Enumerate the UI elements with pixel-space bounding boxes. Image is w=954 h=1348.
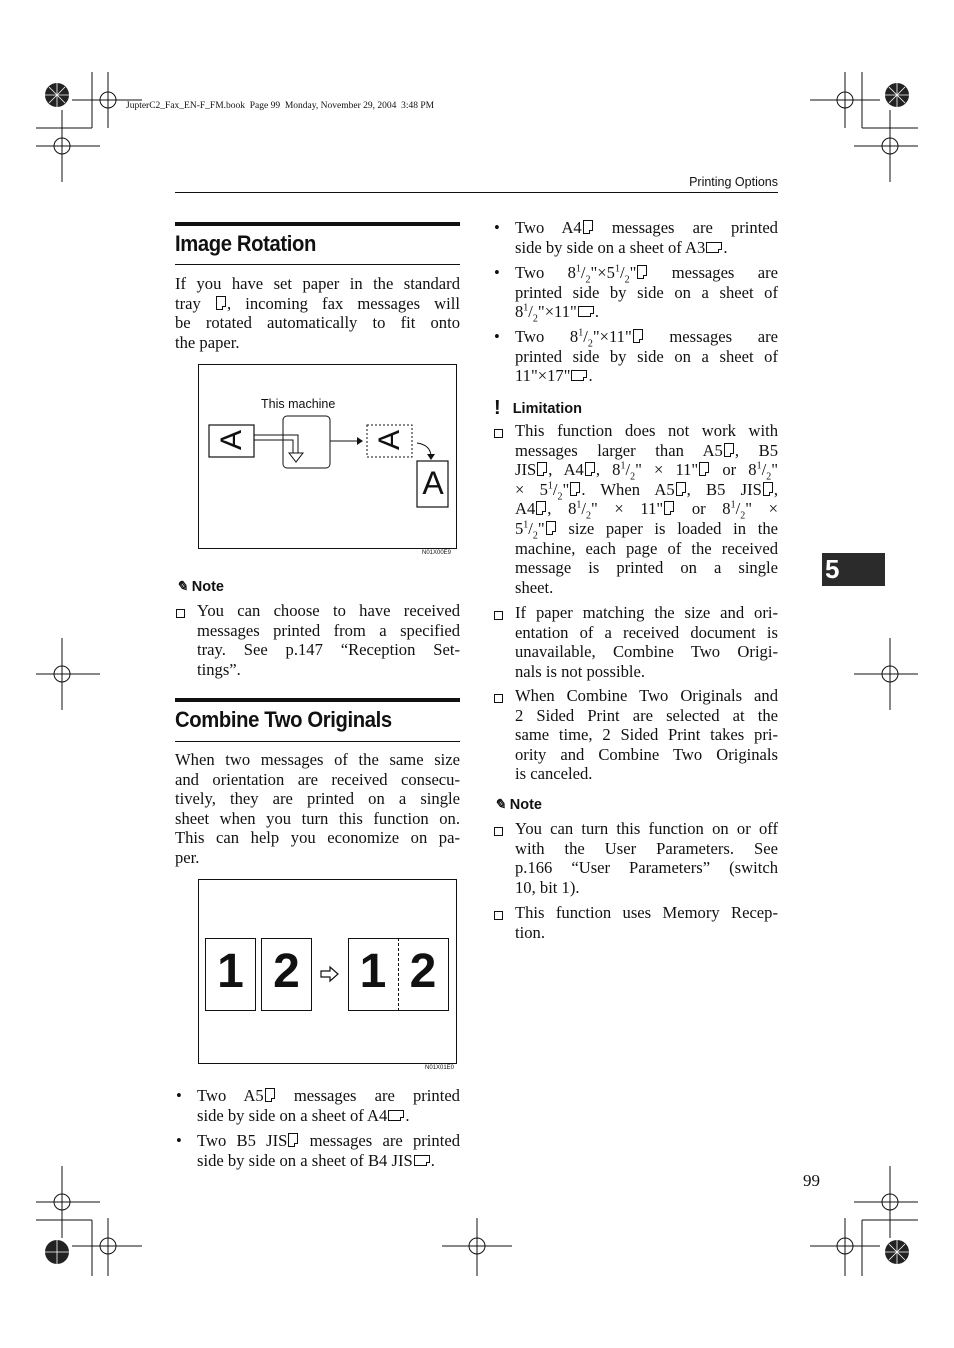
checkbox-icon xyxy=(494,694,503,703)
limitation-checkbox xyxy=(494,425,503,443)
line xyxy=(197,1106,460,1126)
line: This function uses Memory Recep- xyxy=(515,903,778,922)
portrait-paper-icon xyxy=(288,1133,298,1147)
line: This function does not work with xyxy=(515,421,778,440)
text: , B5 xyxy=(734,440,778,460)
text: 11"×17" xyxy=(515,366,571,386)
section-title-image-rotation: Image Rotation xyxy=(175,231,317,256)
chapter-tab xyxy=(822,553,885,586)
text: A4 xyxy=(515,499,536,519)
text: 5 xyxy=(515,518,524,538)
portrait-paper-icon xyxy=(676,482,686,496)
file-info-line: JupterC2_Fax_EN-F_FM.book Page 99 Monday, November 29, 2004 3:48 PM xyxy=(126,101,435,111)
portrait-paper-icon xyxy=(216,296,226,310)
line: message is printed on a single xyxy=(515,558,778,578)
fraction-numerator: 1 xyxy=(575,263,581,275)
portrait-paper-icon xyxy=(536,501,546,515)
line: nals is not possible. xyxy=(515,661,645,681)
text: side by side on a sheet of A4 xyxy=(197,1105,388,1125)
line: printed side by side on a sheet of xyxy=(515,346,778,366)
portrait-paper-icon xyxy=(699,462,709,476)
fraction-denominator: 2 xyxy=(624,274,630,286)
text: , xyxy=(773,479,778,499)
note-checkbox xyxy=(494,907,503,925)
line: per. xyxy=(175,847,200,867)
line: tively, they are printed on a single xyxy=(175,789,460,809)
line: ority and Combine Two Originals xyxy=(515,744,778,764)
bullet: • xyxy=(494,263,500,282)
checkbox-icon xyxy=(176,609,185,618)
text: . xyxy=(723,237,728,257)
text: messages are printed xyxy=(275,1086,460,1105)
fraction-denominator: 2 xyxy=(532,313,538,325)
letter-a-rotated-1: A xyxy=(215,430,248,451)
text: tray xyxy=(175,293,201,313)
line: Two $8^1/_2"\times 5^1/_2$" messages are xyxy=(515,263,778,286)
checkbox-icon xyxy=(494,827,503,836)
checkbox-icon xyxy=(494,911,503,920)
line: messages printed from a specified xyxy=(197,620,460,640)
text: , incoming fax messages will xyxy=(226,293,460,313)
fraction-numerator: 1 xyxy=(614,263,620,275)
note-text xyxy=(515,903,778,942)
line xyxy=(175,294,460,314)
text: " xyxy=(537,518,545,538)
line: 10, bit 1). xyxy=(515,877,580,897)
landscape-paper-icon xyxy=(414,1155,430,1166)
line: with the User Parameters. See xyxy=(515,838,778,858)
text: " × 11" xyxy=(635,460,699,480)
figure-code: N01X00E9 xyxy=(422,550,452,556)
landscape-paper-icon xyxy=(578,306,594,317)
fraction-numerator: 1 xyxy=(576,499,582,511)
line: is canceled. xyxy=(515,764,593,784)
line: Two $8^1/_2"\times 11$" messages are xyxy=(515,327,778,350)
digit-1: 1 xyxy=(217,945,244,998)
limitation-item xyxy=(515,603,778,681)
text: Two B5 JIS xyxy=(197,1131,288,1150)
image-rotation-paragraph xyxy=(175,274,460,352)
limitation-item xyxy=(515,421,778,597)
letter-a-rotated-2: A xyxy=(373,430,406,451)
section-rule-bottom xyxy=(175,741,460,742)
running-title: Printing Options xyxy=(689,175,778,189)
line: and orientation are received consecu- xyxy=(175,769,460,789)
landscape-paper-icon xyxy=(388,1110,404,1121)
text: or 8 xyxy=(675,499,731,519)
note-text xyxy=(197,601,460,679)
rotation-diagram xyxy=(199,365,456,548)
page-number: 99 xyxy=(803,1171,820,1190)
text: "×11" xyxy=(592,327,632,346)
text: messages larger than A5 xyxy=(515,440,723,460)
text: " xyxy=(629,263,637,282)
line xyxy=(197,1151,460,1171)
text: " xyxy=(771,460,778,480)
fraction-denominator: 2 xyxy=(740,510,746,522)
fraction-numerator: 1 xyxy=(547,480,553,492)
text: messages are xyxy=(643,327,778,346)
text: × 5 xyxy=(515,479,548,499)
section-rule-bottom xyxy=(175,264,460,265)
line: When Combine Two Originals and xyxy=(515,686,778,705)
landscape-paper-icon xyxy=(571,370,587,381)
limitation-heading xyxy=(494,396,582,419)
portrait-paper-icon xyxy=(763,482,773,496)
line: machine, each page of the received xyxy=(515,538,778,558)
line: If you have set paper in the standard xyxy=(175,274,460,293)
line xyxy=(197,1086,460,1106)
section-rule xyxy=(175,222,460,226)
line: You can turn this function on or off xyxy=(515,819,778,838)
limitation-checkbox xyxy=(494,690,503,708)
text: 8 xyxy=(515,302,524,322)
line: × $5^1/_2$" . When A5 , B5 JIS , xyxy=(515,479,778,503)
limitation-checkbox xyxy=(494,607,503,625)
line: be rotated automatically to fit onto xyxy=(175,313,460,333)
note-heading xyxy=(176,578,224,595)
text: JIS xyxy=(515,460,537,480)
figure-code: N01X01E0 xyxy=(425,1065,455,1071)
line: tings”. xyxy=(197,659,241,679)
line: When two messages of the same size xyxy=(175,750,460,769)
fraction-denominator: 2 xyxy=(587,338,593,350)
text: side by side on a sheet of A3 xyxy=(515,237,706,257)
text: , A4 xyxy=(548,460,584,480)
checkbox-icon xyxy=(494,611,503,620)
text: side by side on a sheet of B4 JIS xyxy=(197,1150,413,1170)
fraction-denominator: 2 xyxy=(585,274,591,286)
bullet: • xyxy=(176,1131,182,1150)
line xyxy=(515,441,778,461)
line: tion. xyxy=(515,922,545,942)
limitation-item xyxy=(515,686,778,784)
combine-figure xyxy=(198,879,457,1064)
portrait-paper-icon xyxy=(585,462,595,476)
line xyxy=(515,218,778,238)
fraction-numerator: 1 xyxy=(620,460,626,472)
letter-a-upright: A xyxy=(422,465,444,501)
note-heading xyxy=(494,796,542,813)
portrait-paper-icon xyxy=(570,482,580,496)
note-label: Note xyxy=(191,579,224,595)
text: messages are xyxy=(648,263,778,282)
text: . xyxy=(430,1150,435,1170)
bullet: • xyxy=(176,1086,182,1105)
pencil-icon: ✎ xyxy=(176,578,188,594)
line: If paper matching the size and ori- xyxy=(515,603,778,622)
portrait-paper-icon xyxy=(537,462,547,476)
text: . xyxy=(588,366,593,386)
note-checkbox xyxy=(176,605,185,623)
line: JIS , A4 , $8^1/_2$" × 11" or $8^1/_2$" xyxy=(515,460,778,483)
header-rule xyxy=(175,192,778,193)
text: Two 8 xyxy=(515,263,576,282)
line: unavailable, Combine Two Origi- xyxy=(515,642,778,662)
note-text xyxy=(515,819,778,897)
line: same time, 2 Sided Print takes pri- xyxy=(515,725,778,745)
text: , 8 xyxy=(547,499,577,519)
line: 2 Sided Print are selected at the xyxy=(515,705,778,725)
text: . xyxy=(405,1105,410,1125)
line: sheet when you turn this function on. xyxy=(175,808,460,828)
line: This can help you economize on pa- xyxy=(175,828,460,848)
bullet: • xyxy=(494,327,500,346)
line: $8^1/_2"\times 11$" . xyxy=(515,302,599,325)
figure-caption: This machine xyxy=(261,397,336,411)
fraction-numerator: 1 xyxy=(523,519,529,531)
fraction-denominator: 2 xyxy=(630,471,636,483)
portrait-paper-icon xyxy=(664,501,674,515)
text: Two 8 xyxy=(515,327,579,346)
section-rule xyxy=(175,698,460,702)
text: or 8 xyxy=(710,460,757,480)
arrow-icon xyxy=(319,964,341,984)
line: sheet. xyxy=(515,577,554,597)
fraction-denominator: 2 xyxy=(557,491,563,503)
portrait-paper-icon xyxy=(546,521,556,535)
text: Two A5 xyxy=(197,1086,264,1105)
text: "×11" xyxy=(537,302,577,322)
line: A4 , $8^1/_2$" × 11" or $8^1/_2$" × xyxy=(515,499,779,522)
fraction-numerator: 1 xyxy=(730,499,736,511)
note-label: Note xyxy=(509,797,542,813)
line: entation of a received document is xyxy=(515,622,778,642)
portrait-paper-icon xyxy=(637,265,647,279)
line: $5^1/_2$" size paper is loaded in the xyxy=(515,518,778,542)
fraction-numerator: 1 xyxy=(523,302,529,314)
pencil-icon: ✎ xyxy=(494,796,506,812)
image-rotation-figure xyxy=(198,364,457,549)
text: "×5 xyxy=(590,263,615,282)
line: the paper. xyxy=(175,332,240,352)
text: messages are printed xyxy=(299,1131,460,1150)
landscape-paper-icon xyxy=(706,242,722,253)
combined-digit-2: 2 xyxy=(409,945,437,998)
line xyxy=(197,1131,460,1151)
note-checkbox xyxy=(494,823,503,841)
text: . When A5 xyxy=(581,479,675,499)
exclamation-icon: ! xyxy=(494,397,501,419)
text: . xyxy=(594,302,599,322)
combine-paragraph xyxy=(175,750,460,868)
bullet: • xyxy=(494,218,500,237)
checkbox-icon xyxy=(494,429,503,438)
line: printed side by side on a sheet of xyxy=(515,282,778,302)
fraction-numerator: 1 xyxy=(578,327,584,339)
text: " xyxy=(562,479,570,499)
portrait-paper-icon xyxy=(583,220,593,234)
line: You can choose to have received xyxy=(197,601,460,620)
fraction-denominator: 2 xyxy=(766,471,772,483)
text: , 8 xyxy=(595,460,621,480)
fraction-denominator: 2 xyxy=(586,510,591,522)
chapter-number: 5 xyxy=(825,554,840,584)
text: " × xyxy=(745,499,779,519)
digit-2: 2 xyxy=(273,945,300,998)
portrait-paper-icon xyxy=(724,443,734,457)
combined-digit-1: 1 xyxy=(359,945,387,998)
line xyxy=(515,238,778,258)
line xyxy=(515,366,778,386)
text: , B5 JIS xyxy=(686,479,762,499)
portrait-paper-icon xyxy=(265,1088,275,1102)
section-title-combine-two-originals: Combine Two Originals xyxy=(175,707,392,732)
portrait-paper-icon xyxy=(633,329,643,343)
text: size paper is loaded in the xyxy=(556,518,778,538)
text: Two A4 xyxy=(515,218,582,237)
text: messages are printed xyxy=(593,218,778,237)
fraction-denominator: 2 xyxy=(532,530,538,542)
line: tray. See p.147 “Reception Set- xyxy=(197,640,460,660)
limitation-label: Limitation xyxy=(512,401,582,417)
line: p.166 “User Parameters” (switch xyxy=(515,858,778,878)
fraction-numerator: 1 xyxy=(756,460,762,472)
text: " × 11" xyxy=(591,499,664,519)
